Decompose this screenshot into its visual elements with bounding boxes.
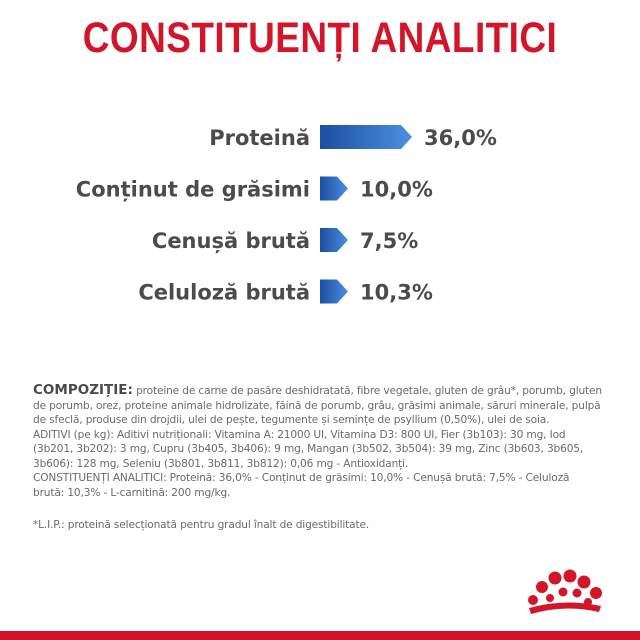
bottom-bar [0, 631, 640, 640]
category-label: Cenușă brută [151, 229, 310, 253]
additives-text: ADITIVI (pe kg): Aditivi nutriționali: Vitamina A: 21000 UI, Vitamina D3: 800 UI, Fier (3b103): 30 mg, Iod (3b201, 3b202): 3 mg, Cupru (3b405, 3b406): 9 mg, Mangan (3b502, 3b504): 39 mg, Zinc (3b603, 3b605, 3b606): 128 mg, Seleniu (3b801, 3b811, 3b812): 0,06 mg - Antioxidanți. [33, 428, 584, 470]
value-label: 36,0% [424, 126, 497, 150]
crown-icon [525, 568, 605, 614]
ingredients-paragraph [33, 383, 603, 428]
value-label: 7,5% [360, 229, 419, 253]
bar-2 [320, 228, 348, 252]
page-title: CONSTITUENȚI ANALITICI [82, 14, 558, 62]
category-label: Proteină [209, 126, 310, 150]
ingredients-text: proteine de carne de pasăre deshidratată, fibre vegetale, gluten de grâu*, porumb, gluten de porumb, orez, proteine animale hidrolizate, făină de porumb, grâu, grăsimi animale, săruri minerale, pulpă de sfeclă, produse din drojdii, ulei de pește, tegumente și semințe de psyllium (0,50%), ulei de soia. [33, 385, 602, 426]
lip-note: *L.I.P.: proteină selecționată pentru gradul înalt de digestibilitate. [33, 519, 370, 531]
value-label: 10,3% [360, 280, 433, 305]
bar-1 [320, 177, 348, 201]
composition-heading: COMPOZIȚIE: [33, 382, 133, 398]
value-label: 10,0% [360, 177, 433, 202]
category-label: Conținut de grăsimi [75, 177, 310, 202]
bar-0 [320, 125, 412, 149]
composition-text [33, 383, 603, 533]
analytical-text: CONSTITUENȚI ANALITICI: Proteină: 36,0% - Conținut de grăsimi: 10,0% - Cenușă brută: 7,5% - Celuloză brută: 10,3% - L-carnitină: 200 mg/kg. [33, 472, 570, 499]
bar-3 [320, 280, 348, 304]
category-label: Celuloză brută [138, 280, 310, 305]
